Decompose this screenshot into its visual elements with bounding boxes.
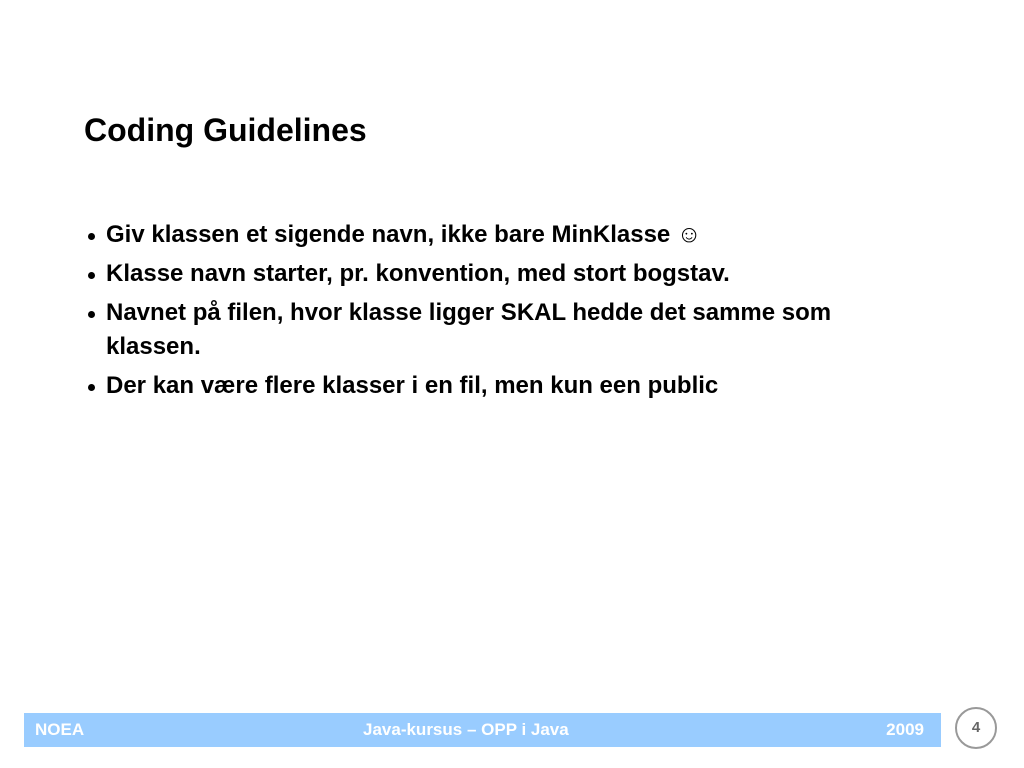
bullet-text: Klasse navn starter, pr. konvention, med stort bogstav. — [106, 260, 730, 287]
bullet-dot-icon — [88, 311, 95, 318]
bullet-dot-icon — [88, 272, 95, 279]
bullet-item — [84, 369, 914, 403]
bullet-dot-icon — [88, 384, 95, 391]
footer-year: 2009 — [886, 720, 924, 739]
bullet-text: Der kan være flere klasser i en fil, men kun een public — [106, 372, 719, 399]
slide-title: Coding Guidelines — [84, 112, 367, 148]
footer-bar — [24, 713, 941, 747]
bullet-item — [84, 257, 914, 291]
page-number-badge: 4 — [955, 707, 997, 749]
bullet-item — [84, 218, 914, 252]
bullet-item — [84, 296, 914, 364]
bullet-list — [84, 218, 914, 408]
footer-organization: NOEA — [35, 720, 85, 739]
bullet-text: Navnet på filen, hvor klasse ligger SKAL hedde det samme som klassen. — [106, 299, 832, 360]
footer-course-title: Java-kursus – OPP i Java — [363, 720, 569, 739]
bullet-dot-icon — [88, 233, 95, 240]
bullet-text: Giv klassen et sigende navn, ikke bare MinKlasse ☺ — [106, 221, 702, 248]
